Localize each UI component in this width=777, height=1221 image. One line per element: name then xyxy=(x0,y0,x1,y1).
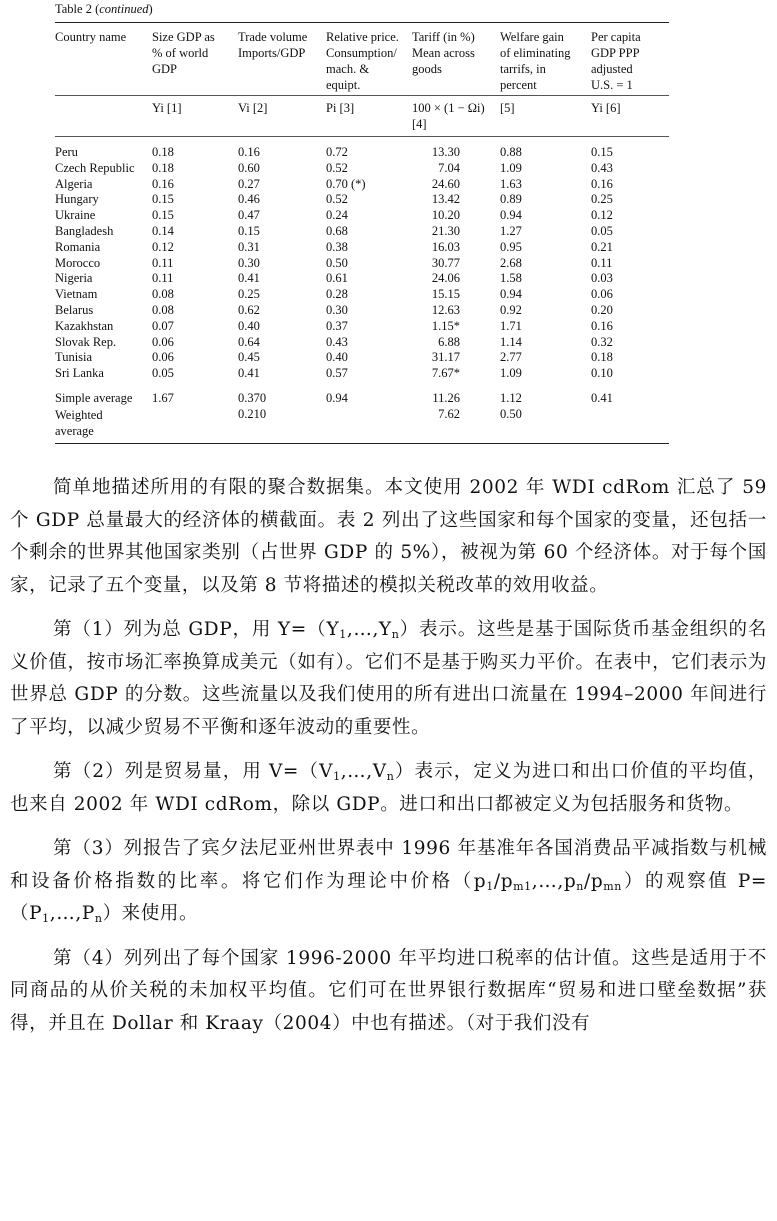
symbol-cell xyxy=(55,100,152,136)
caption-suffix: ) xyxy=(148,2,153,16)
table-symbol-row xyxy=(55,96,669,136)
table-cell: 0.47 xyxy=(238,208,260,223)
table-cell: 2.68 xyxy=(500,255,522,270)
table-cell: 0.15 xyxy=(152,208,174,223)
table-cell: 0.89 xyxy=(500,192,522,207)
table-cell: 1.63 xyxy=(500,176,522,191)
table-body xyxy=(55,137,669,439)
table-row xyxy=(55,287,669,303)
row-label: Tunisia xyxy=(55,350,93,365)
paragraph-1: 简单地描述所用的有限的聚合数据集。本文使用 2002 年 WDI cdRom 汇总了 59 个 GDP 总量最大的经济体的横截面。表 2 列出了这些国家和每个国家的变量，还包括一个剩余的世界其他国家类别（占世界 GDP 的 5%），被视为第 60 个经济体。对于每个国家，记录了五个变量，以及第 8 节将描述的模拟关税改革的效用收益。 xyxy=(10,477,767,596)
table-cell: 10.20 xyxy=(431,208,460,223)
row-label: Peru xyxy=(55,145,78,159)
table-row xyxy=(55,319,669,335)
table-cell: 24.60 xyxy=(431,176,460,191)
table-cell: 0.52 xyxy=(326,160,348,175)
header-trade-volume: Trade volume Imports/GDP xyxy=(238,30,308,60)
paragraph-2: 第（1）列为总 GDP，用 $Y=(Y_1,\dots,Y_n)$表示。这些是基于国际货币基金组织的名义价值，按市场汇率换算成美元（如有）。它们不是基于购买力平价。在表中，它们表示为世界总 GDP 的分数。这些流量以及我们使用的所有进出口流量在 1994–2000 年间进行了平均，以减少贸易不平衡和逐年波动的重要性。 xyxy=(10,619,767,738)
table-cell: 0.70 (*) xyxy=(326,176,366,191)
table-cell: 0.40 xyxy=(238,318,260,333)
table-row xyxy=(55,161,669,177)
table-cell: 0.16 xyxy=(591,318,613,333)
table-cell: 7.04 xyxy=(438,160,460,175)
table-cell: 21.30 xyxy=(431,223,460,238)
table-cell: 0.31 xyxy=(238,239,260,254)
header-size-gdp: Size GDP as % of world GDP xyxy=(152,30,215,76)
table-row xyxy=(55,192,669,208)
table-cell: 0.61 xyxy=(326,271,348,286)
table-cell: 0.94 xyxy=(500,208,522,223)
table-cell: 0.92 xyxy=(500,302,522,317)
table-cell: 15.15 xyxy=(431,287,460,302)
table-cell: 0.07 xyxy=(152,318,174,333)
table-cell: 0.50 xyxy=(326,255,348,270)
table-cell: 0.15 xyxy=(152,192,174,207)
caption-italic: continued xyxy=(99,2,149,16)
table-cell: 0.05 xyxy=(591,223,613,238)
table-cell: 12.63 xyxy=(431,302,460,317)
table-cell: 24.06 xyxy=(431,271,460,286)
table-cell: 30.77 xyxy=(431,255,460,270)
table-cell: 1.14 xyxy=(500,334,522,349)
table-cell: 0.18 xyxy=(152,160,174,175)
data-table xyxy=(55,0,669,444)
table-row xyxy=(55,350,669,366)
table-row xyxy=(55,177,669,193)
table-cell: 0.12 xyxy=(591,208,613,223)
table-cell: 0.370 xyxy=(238,390,267,405)
table-bottom-rule xyxy=(55,443,669,444)
row-label: Bangladesh xyxy=(55,223,114,238)
paragraph-3: 第（2）列是贸易量，用 $V=(V_1,\dots,V_n)$表示，定义为进口和出口价值的平均值，也来自 2002 年 WDI cdRom，除以 GDP。进口和出口都被定义为包括服务和货物。 xyxy=(10,761,767,815)
table-row xyxy=(55,145,669,161)
table-cell: 0.210 xyxy=(238,406,267,421)
table-cell: 0.46 xyxy=(238,192,260,207)
row-label: Sri Lanka xyxy=(55,366,104,381)
table-cell: 0.15 xyxy=(591,145,613,159)
table-cell: 0.12 xyxy=(152,239,174,254)
table-cell: 0.94 xyxy=(326,390,348,405)
row-label: Nigeria xyxy=(55,271,93,286)
symbol-cell: Yi [1] xyxy=(152,101,182,115)
row-label: Algeria xyxy=(55,176,93,191)
table-cell: 0.11 xyxy=(591,255,613,270)
header-country: Country name xyxy=(55,30,127,44)
body-text xyxy=(10,472,767,1040)
table-cell: 0.16 xyxy=(238,145,260,159)
table-cell: 0.88 xyxy=(500,145,522,159)
header-tariff: Tariff (in %) Mean across goods xyxy=(412,30,475,76)
table-cell: 1.71 xyxy=(500,318,522,333)
table-cell: 1.67 xyxy=(152,390,174,405)
table-cell: 1.12 xyxy=(500,390,522,405)
table-row xyxy=(55,391,669,407)
table-row xyxy=(55,208,669,224)
table-cell: 0.57 xyxy=(326,366,348,381)
row-label: Romania xyxy=(55,239,101,254)
table-cell: 0.28 xyxy=(326,287,348,302)
table-row xyxy=(55,224,669,240)
paragraph-4: 第（3）列报告了宾夕法尼亚州世界表中 1996 年基准年各国消费品平减指数与机械和设备价格指数的比率。将它们作为理论中价格$(p_1/p_{m1},\dots,p_n/p_{mn})$的观察值 $P=(P_1,\dots,P_n)$来使用。 xyxy=(10,838,767,925)
table-cell: 2.77 xyxy=(500,350,522,365)
table-cell: 0.06 xyxy=(591,287,613,302)
table-cell: 0.62 xyxy=(238,302,260,317)
table-caption xyxy=(55,0,669,20)
table-row xyxy=(55,407,669,439)
table-cell: 0.68 xyxy=(326,223,348,238)
table-cell xyxy=(152,407,238,439)
row-label: Vietnam xyxy=(55,287,98,302)
table-cell: 0.37 xyxy=(326,318,348,333)
row-label: Belarus xyxy=(55,302,94,317)
table-cell: 0.03 xyxy=(591,271,613,286)
table-cell: 7.67* xyxy=(431,366,460,381)
table-row xyxy=(55,335,669,351)
row-label: Czech Republic xyxy=(55,160,135,175)
table-cell: 0.10 xyxy=(591,366,613,381)
header-welfare-gain: Welfare gain of eliminating tarrifs, in percent xyxy=(500,30,571,92)
table-cell: 0.05 xyxy=(152,366,174,381)
table-cell: 0.43 xyxy=(326,334,348,349)
table-cell: 0.15 xyxy=(238,223,260,238)
table-cell: 0.25 xyxy=(591,192,613,207)
symbol-cell: Yi [6] xyxy=(591,101,621,115)
table-cell: 0.06 xyxy=(152,350,174,365)
table-cell: 0.95 xyxy=(500,239,522,254)
symbol-cell: Vi [2] xyxy=(238,101,268,115)
table-cell: 0.14 xyxy=(152,223,174,238)
table-cell: 6.88 xyxy=(438,334,460,349)
table-cell: 0.94 xyxy=(500,287,522,302)
row-label: Hungary xyxy=(55,192,99,207)
table-cell: 7.62 xyxy=(438,406,460,421)
table-cell: 0.21 xyxy=(591,239,613,254)
row-label: Morocco xyxy=(55,255,101,270)
symbol-cell: Pi [3] xyxy=(326,101,355,115)
table-cell xyxy=(326,407,412,439)
table-cell: 0.64 xyxy=(238,334,260,349)
table-cell: 0.38 xyxy=(326,239,348,254)
table-cell xyxy=(591,407,669,439)
table-row xyxy=(55,240,669,256)
table-cell: 0.45 xyxy=(238,350,260,365)
table-cell: 13.30 xyxy=(431,145,460,159)
symbol-cell: 100 × (1 − Ωi) [4] xyxy=(412,101,485,131)
table-cell: 1.15* xyxy=(431,318,460,333)
table-cell: 0.41 xyxy=(238,366,260,381)
table-cell: 0.16 xyxy=(591,176,613,191)
symbol-cell: [5] xyxy=(500,101,515,115)
table-cell: 1.09 xyxy=(500,160,522,175)
row-label: Ukraine xyxy=(55,208,96,223)
header-per-capita: Per capita GDP PPP adjusted U.S. = 1 xyxy=(591,30,641,92)
table-cell: 1.58 xyxy=(500,271,522,286)
table-cell: 0.06 xyxy=(152,334,174,349)
table-cell: 0.18 xyxy=(152,145,174,159)
table-cell: 0.32 xyxy=(591,334,613,349)
table-cell: 0.16 xyxy=(152,176,174,191)
caption-prefix: Table 2 ( xyxy=(55,2,100,16)
row-label: Kazakhstan xyxy=(55,318,114,333)
table-cell: 0.20 xyxy=(591,302,613,317)
table-cell: 0.30 xyxy=(238,255,260,270)
table-cell: 16.03 xyxy=(431,239,460,254)
table-cell: 1.09 xyxy=(500,366,522,381)
table-cell: 0.11 xyxy=(152,255,174,270)
table-cell: 0.43 xyxy=(591,160,613,175)
row-label: Weighted average xyxy=(55,407,103,438)
table-cell: 31.17 xyxy=(431,350,460,365)
table-cell: 0.52 xyxy=(326,192,348,207)
row-label: Slovak Rep. xyxy=(55,334,117,349)
table-header-row xyxy=(55,23,669,95)
header-relative-price: Relative price. Consumption/ mach. & equipt. xyxy=(326,30,399,92)
table-cell: 0.08 xyxy=(152,287,174,302)
table-cell: 0.18 xyxy=(591,350,613,365)
table-cell: 0.27 xyxy=(238,176,260,191)
table-row xyxy=(55,303,669,319)
table-cell: 13.42 xyxy=(431,192,460,207)
table-cell: 0.25 xyxy=(238,287,260,302)
table-row xyxy=(55,366,669,382)
table-cell: 0.24 xyxy=(326,208,348,223)
table-cell: 11.26 xyxy=(432,390,460,405)
table-cell: 0.72 xyxy=(326,145,348,159)
table-row xyxy=(55,256,669,272)
table-cell: 0.08 xyxy=(152,302,174,317)
table-cell: 0.50 xyxy=(500,406,522,421)
table-cell: 0.60 xyxy=(238,160,260,175)
table-cell: 0.40 xyxy=(326,350,348,365)
row-label: Simple average xyxy=(55,390,133,405)
table-cell: 0.41 xyxy=(591,390,613,405)
paragraph-5: 第（4）列列出了每个国家 1996-2000 年平均进口税率的估计值。这些是适用于不同商品的从价关税的未加权平均值。它们可在世界银行数据库“贸易和进口壁垒数据”获得，并且在 Dollar 和 Kraay（2004）中也有描述。（对于我们没有 xyxy=(10,947,767,1034)
table-row xyxy=(55,271,669,287)
table-cell: 1.27 xyxy=(500,223,522,238)
table-cell: 0.11 xyxy=(152,271,174,286)
table-cell: 0.41 xyxy=(238,271,260,286)
table-cell: 0.30 xyxy=(326,302,348,317)
